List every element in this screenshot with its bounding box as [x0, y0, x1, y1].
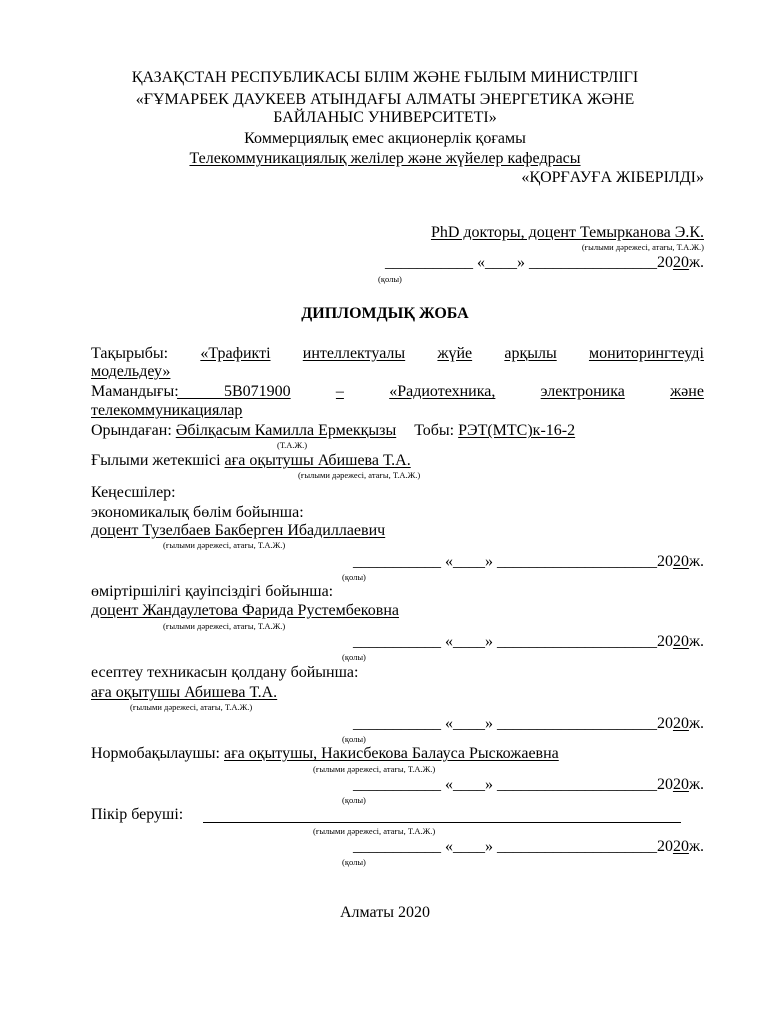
supervisor-caption: (ғылыми дәрежесі, атағы, Т.А.Ж.) — [298, 470, 421, 480]
date-year: 20 — [672, 633, 689, 650]
document-title: ДИПЛОМДЫҚ ЖОБА — [301, 305, 469, 322]
topic-word: жүйе — [437, 345, 473, 362]
consultant-3-name: аға оқытушы Абишева Т.А. — [91, 684, 278, 701]
consultant-3-date-line — [353, 715, 704, 733]
consultant-1-sign-caption: (қолы) — [342, 572, 366, 582]
supervisor-line — [91, 452, 411, 470]
performer-caption: (Т.А.Ж.) — [277, 440, 308, 450]
reviewer-date-line — [353, 838, 704, 856]
sign-caption: (қолы) — [378, 274, 402, 284]
consultant-1-date-line — [353, 553, 704, 571]
date-blanks: ___________ «____» ________________20 — [384, 254, 673, 271]
reviewer-caption: (ғылыми дәрежесі, атағы, Т.А.Ж.) — [313, 826, 436, 836]
consultant-2-date-line — [353, 633, 704, 651]
reviewer-blank-line — [203, 822, 681, 823]
department-head: PhD докторы, доцент Темырканова Э.К. — [430, 224, 704, 241]
consultant-2-name: доцент Жандаулетова Фарида Рустембековна — [91, 602, 399, 619]
reviewer-sign-caption: (қолы) — [342, 857, 366, 867]
normcontrol-label: Нормобақылаушы: — [91, 745, 220, 762]
date-blanks: ___________ «____» ____________________20 — [352, 776, 673, 793]
consultant-2-section: өміртіршілігі қауіпсіздігі бойынша: — [91, 583, 334, 600]
specialty-word: 5В071900 — [223, 383, 291, 400]
approval-title: «ҚОРҒАУҒА ЖІБЕРІЛДІ» — [521, 169, 704, 186]
normcontrol-line — [91, 745, 559, 763]
topic-word: арқылы — [504, 345, 557, 362]
supervisor-label: Ғылыми жетекшісі — [91, 452, 221, 469]
ministry-line: ҚАЗАҚСТАН РЕСПУБЛИКАСЫ БІЛІМ ЖӘНЕ ҒЫЛЫМ МИНИСТРЛІГІ — [131, 69, 639, 86]
consultant-3-section: есептеу техникасын қолдану бойынша: — [91, 664, 359, 681]
normcontrol-name: аға оқытушы, Накисбекова Балауса Рыскожаевна — [224, 745, 559, 762]
consultant-1-caption: (ғылыми дәрежесі, атағы, Т.А.Ж.) — [163, 540, 286, 550]
approval-date-line — [385, 254, 704, 272]
consultants-label: Кеңесшілер: — [91, 484, 176, 501]
specialty-label: Мамандығы: — [91, 383, 179, 400]
normcontrol-date-line — [353, 776, 704, 794]
consultant-1-section: экономикалық бөлім бойынша: — [91, 504, 304, 521]
date-suffix: ж. — [688, 553, 704, 570]
date-blanks: ___________ «____» ____________________20 — [352, 715, 673, 732]
specialty-word: «Радиотехника, — [389, 383, 496, 400]
date-year: 20 — [672, 776, 689, 793]
topic-line — [91, 345, 704, 363]
topic-word: интеллектуалы — [302, 345, 406, 362]
group-label: Тобы: — [414, 422, 455, 439]
topic-word: «Трафикті — [200, 345, 271, 362]
group-value: РЭТ(МТС)к-16-2 — [458, 422, 576, 439]
date-suffix: ж. — [688, 715, 704, 732]
topic-word: мониторингтеуді — [588, 345, 704, 362]
date-year: 20 — [672, 715, 689, 732]
topic-continuation: модельдеу» — [91, 363, 171, 380]
specialty-word: – — [335, 383, 344, 400]
city-year: Алматы 2020 — [340, 904, 430, 921]
university-line-2: БАЙЛАНЫС УНИВЕРСИТЕТІ» — [273, 109, 497, 126]
normcontrol-caption: (ғылыми дәрежесі, атағы, Т.А.Ж.) — [313, 764, 436, 774]
date-blanks: ___________ «____» ____________________20 — [352, 838, 673, 855]
topic-label: Тақырыбы: — [91, 345, 169, 362]
department-line: Телекоммуникациялық желілер және жүйелер кафедрасы — [189, 150, 581, 167]
consultant-3-sign-caption: (қолы) — [342, 734, 366, 744]
date-year: 20 — [672, 838, 689, 855]
date-year: 20 — [672, 254, 689, 271]
university-line: «ҒҰМАРБЕК ДАУКЕЕВ АТЫНДАҒЫ АЛМАТЫ ЭНЕРГЕТИКА ЖӘНЕ — [135, 91, 635, 108]
specialty-underline — [177, 398, 225, 399]
consultant-3-caption: (ғылыми дәрежесі, атағы, Т.А.Ж.) — [130, 702, 253, 712]
supervisor-name: аға оқытушы Абишева Т.А. — [224, 452, 411, 469]
consultant-2-sign-caption: (қолы) — [342, 652, 366, 662]
date-suffix: ж. — [688, 254, 704, 271]
consultant-2-caption: (ғылыми дәрежесі, атағы, Т.А.Ж.) — [163, 621, 286, 631]
specialty-word: электроника — [540, 383, 625, 400]
head-caption: (ғылыми дәрежесі, атағы, Т.А.Ж.) — [581, 242, 704, 252]
performer-label: Орындаған: — [91, 422, 172, 439]
date-suffix: ж. — [688, 838, 704, 855]
date-suffix: ж. — [688, 776, 704, 793]
date-blanks: ___________ «____» ____________________20 — [352, 553, 673, 570]
company-type-line: Коммерциялық емес акционерлік қоғамы — [244, 130, 526, 147]
consultant-1-name: доцент Тузелбаев Бакберген Ибадиллаевич — [91, 522, 386, 539]
specialty-word: және — [670, 383, 704, 400]
reviewer-label: Пікір беруші: — [91, 806, 184, 823]
performer-name: Әбілқасым Камилла Ермекқызы — [175, 422, 397, 439]
normcontrol-sign-caption: (қолы) — [342, 795, 366, 805]
performer-line — [91, 422, 575, 440]
date-suffix: ж. — [688, 633, 704, 650]
date-blanks: ___________ «____» ____________________20 — [352, 633, 673, 650]
specialty-continuation: телекоммуникациялар — [91, 402, 243, 419]
date-year: 20 — [672, 553, 689, 570]
